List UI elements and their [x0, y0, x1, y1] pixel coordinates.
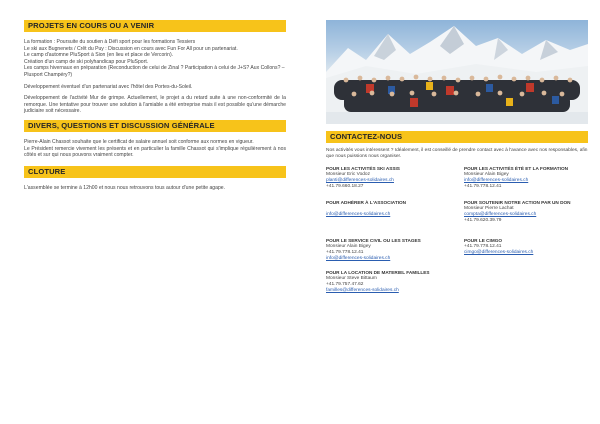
cloture-text: L'assemblée se termine à 12h00 et nous nous retrouvons tous autour d'une petite agape.: [24, 184, 226, 191]
contact-title: POUR LE CIMGO: [464, 238, 503, 244]
contact-person: Monsieur Steve Bittaum: [326, 276, 377, 282]
contact-block-ski-assis: [326, 166, 450, 190]
projets-grimpe: Développement de l'activité Mur de grimpe. Actuellement, le projet a du retard suite à une non-conformité de la remorque. Une tentative pour trouver une solution à l'amiable a été entreprise mais il est possible qu'une démarche judiciaire soit nécessaire.: [24, 95, 286, 115]
contact-block-adherer: [326, 200, 450, 218]
contact-phone: +41.79.778.12.41: [326, 250, 364, 256]
contact-title: POUR LA LOCATION DE MATERIEL FAMILLES: [326, 270, 430, 276]
contact-person: Monsieur Alain Bigey: [326, 244, 371, 250]
group-photo: [326, 20, 588, 124]
contact-phone: +41.79.778.12.41: [464, 184, 502, 190]
contact-block-don: [464, 200, 588, 224]
section-title-cloture: CLOTURE: [24, 166, 286, 178]
contact-phone: +41.79.620.39.79: [464, 218, 502, 224]
projets-line: Création d'un camp de ski polyhandicap pour PluSport.: [24, 58, 149, 65]
contact-email-link[interactable]: planti@differences-solidaires.ch: [326, 178, 394, 184]
projets-line: La formation : Poursuite du soutien à Défi sport pour les formations Tessiers: [24, 39, 196, 45]
right-column: [326, 20, 588, 346]
section-title-contact: CONTACTEZ-NOUS: [326, 131, 588, 143]
contact-email-link[interactable]: info@differences-solidaires.ch: [326, 212, 391, 218]
contact-email-link[interactable]: familles@differences-solidaires.ch: [326, 288, 399, 294]
left-column: [24, 20, 286, 191]
contact-grid: [326, 166, 588, 346]
contact-title: POUR ADHÉRER À L'ASSOCIATION: [326, 200, 407, 206]
divers-paragraph-1: Pierre-Alain Chassot souhaite que le certificat de salaire annuel soit conforme aux normes en vigueur.: [24, 138, 254, 145]
contact-phone: +41.79.778.12.41: [464, 244, 502, 250]
contact-title: POUR LE SERVICE CIVIL OU LES STAGES: [326, 238, 421, 244]
contact-title: POUR LES ACTIVITÉS ÉTÉ ET LA FORMATION: [464, 166, 568, 172]
contact-block-service-civil: [326, 238, 450, 262]
contact-email-link[interactable]: cimgo@differences-solidaires.ch: [464, 250, 534, 256]
contact-phone: +41.79.757.47.62: [326, 282, 364, 288]
projets-hotel: Développement éventuel d'un partenariat avec l'hôtel des Portes-du-Soleil.: [24, 83, 193, 90]
mountain-group-illustration: [326, 20, 588, 124]
contact-person: Monsieur Pierre Lachat: [464, 206, 514, 212]
section-title-projets: PROJETS EN COURS OU A VENIR: [24, 20, 286, 32]
contact-title: POUR LES ACTIVITÉS SKI ASSIS: [326, 166, 400, 172]
contact-intro: Nos activités vous intéressent ? Idéalement, il est conseillé de prendre contact avec à l'avance avec nos responsables, afin que nous puissions nous organiser.: [326, 148, 588, 160]
projets-line: Le ski aux Bugnenets / Crêt du Puy : Discussion en cours avec Fun For All pour un partenariat.: [24, 45, 238, 52]
section-title-divers: DIVERS, QUESTIONS ET DISCUSSION GÉNÉRALE: [24, 120, 286, 132]
contact-email-link[interactable]: info@differences-solidaires.ch: [464, 178, 529, 184]
contact-email-link[interactable]: info@differences-solidaires.ch: [326, 256, 391, 262]
contact-person: Monsieur Eric Vodoz: [326, 172, 370, 178]
contact-title: POUR SOUTENIR NOTRE ACTION PAR UN DON: [464, 200, 571, 206]
contact-block-location-materiel: [326, 270, 450, 294]
contact-email-link[interactable]: compta@differences-solidaires.ch: [464, 212, 537, 218]
contact-block-ete-formation: [464, 166, 588, 190]
projets-line: Les camps hivernaux en préparation (Reconduction de celui de Zinal ? Participation à celui de J+S? Aux Collons? – Plusport Champéry?): [24, 65, 285, 78]
contact-person: Monsieur Alain Bigey: [464, 172, 509, 178]
divers-paragraph-2: Le Président remercie vivement les présents et en particulier la famille Chassot qui s'implique régulièrement à nos côtés et sur qui nous pouvons vraiment compter.: [24, 145, 286, 159]
contact-block-cimgo: [464, 238, 588, 256]
contact-phone: +41.79.660.18.27: [326, 184, 364, 190]
projets-line: Le camp d'automne PluSport à Sion (en lieu et place de Vercorin).: [24, 52, 174, 59]
